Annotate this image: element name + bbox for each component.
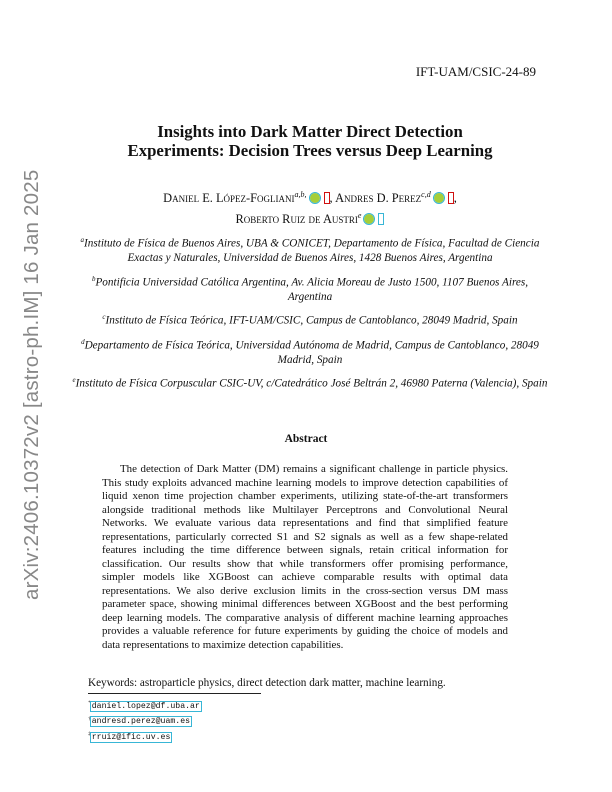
affiliation-text: Instituto de Física Corpuscular CSIC-UV, c/Catedrático José Beltrán 2, 46980 Paterna (Valencia), Spain	[75, 378, 548, 391]
affiliation	[70, 272, 550, 305]
affiliation-text: Pontificia Universidad Católica Argentina, Av. Alicia Moreau de Justo 1500, 1107 Buenos Aires, Argentina	[95, 276, 529, 303]
author-line-2	[70, 207, 550, 228]
footnote	[88, 697, 201, 713]
title-line-2: Experiments: Decision Trees versus Deep Learning	[127, 141, 493, 160]
author-affiliation-marks: a,b,	[294, 190, 307, 199]
author-affiliation-marks: c,d	[421, 190, 431, 199]
affiliation-mark: e	[72, 376, 76, 385]
footnote	[88, 713, 201, 729]
abstract-body: The detection of Dark Matter (DM) remains a significant challenge in particle physics. This study exploits advanced machine learning models to improve detection capabilities of liquid xenon time projection chamber experiments, utilizing state-of-the-art transformers alongside traditional methods like Multilayer Perceptrons and Convolutional Neural Networks. We evaluate various data representations and find that simplified feature representations, particularly corrected S1 and S2 signals as well as a few shape-related features including the time difference between signals, retain critical information for classification. Our results show that while transformers offer promising performance, simpler models like XGBoost can achieve comparable results with optimal data representations. We also derive exclusion limits in the cross-section versus DM mass parameter space, showing minimal differences between XGBoost and the best performing deep learning models. The comparative analysis of different machine learning approaches provides a valuable reference for future experiments by guiding the choice of models and data representations to maximize detection capabilities.	[102, 463, 508, 651]
footnote-mark: ‡	[88, 731, 91, 738]
footnote-mark: *	[88, 700, 91, 706]
email-link[interactable]: daniel.lopez@df.uba.ar	[91, 701, 200, 711]
author-name: Andres D. Perez	[335, 191, 422, 206]
affiliation-mark: c	[102, 313, 106, 322]
affiliation	[70, 335, 550, 368]
affiliation	[70, 233, 550, 266]
footnotes	[88, 697, 201, 744]
author-separator: ,	[453, 191, 457, 206]
arxiv-sidebar	[14, 169, 46, 600]
author-affiliation-marks: e	[357, 211, 362, 221]
title-line-1: Insights into Dark Matter Direct Detection	[157, 122, 463, 141]
footnote-link-icon[interactable]	[378, 213, 384, 225]
affiliation-mark: b	[91, 274, 96, 283]
affiliation-text: Departamento de Física Teórica, Universidad Autónoma de Madrid, Campus de Cantoblanco, 28049 Madrid, Spain	[84, 339, 539, 366]
keywords: Keywords: astroparticle physics, direct detection dark matter, machine learning.	[88, 677, 446, 689]
author-list	[70, 186, 550, 228]
affiliation	[70, 310, 550, 328]
email-link[interactable]: rruiz@ific.uv.es	[91, 733, 171, 743]
affiliations	[70, 233, 550, 398]
arxiv-identifier[interactable]: arXiv:2406.10372v2 [astro-ph.IM] 16 Jan 2025	[20, 169, 43, 600]
author-name: Daniel E. López-Fogliani	[163, 191, 295, 206]
affiliation-mark: d	[81, 337, 85, 346]
email-link[interactable]: andresd.perez@uam.es	[91, 717, 191, 727]
footnote-rule	[88, 693, 261, 694]
author-name: Roberto Ruiz de Austri	[235, 212, 358, 227]
footnote-mark: †	[88, 715, 91, 722]
report-number: IFT-UAM/CSIC-24-89	[415, 64, 536, 79]
affiliation-mark: a	[80, 236, 85, 244]
author-line-1	[70, 186, 550, 207]
affiliation-text: Instituto de Física Teórica, IFT-UAM/CSIC, Campus de Cantoblanco, 28049 Madrid, Spain	[105, 315, 518, 328]
author-separator: ,	[329, 191, 333, 206]
affiliation	[70, 373, 550, 391]
orcid-icon[interactable]	[364, 214, 374, 224]
orcid-icon[interactable]	[310, 193, 320, 203]
orcid-icon[interactable]	[434, 193, 444, 203]
paper-title	[60, 122, 560, 160]
affiliation-text: Instituto de Física de Buenos Aires, UBA & CONICET, Departamento de Física, Facultad de Ciencia Exactas y Naturales, Universidad de Buenos Aires, 1428 Buenos Aires, Argentina	[84, 237, 540, 265]
abstract-heading: Abstract	[284, 433, 328, 445]
footnote	[88, 728, 201, 744]
